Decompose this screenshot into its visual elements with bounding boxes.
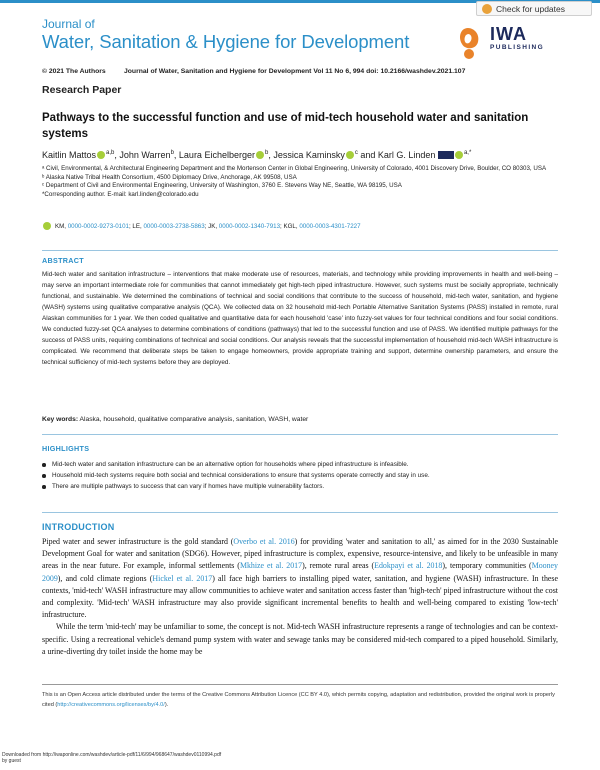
journal-name-small: Journal of	[42, 17, 95, 31]
article-type: Research Paper	[42, 84, 122, 96]
orcid-label: ; LE,	[128, 222, 144, 230]
article-meta-line	[42, 68, 466, 75]
affiliation: ᵃ Civil, Environmental, & Architectural Engineering Department and the Mortenson Center in Global Engineering, University of Colorado, 4001 Discovery Drive, Boulder, CO 80303, USA	[42, 165, 547, 172]
citation-link[interactable]: Overbo et al. 2016	[233, 537, 295, 546]
orcid-list	[42, 222, 572, 230]
author-name[interactable]: Kaitlin Mattos	[42, 150, 97, 160]
author-affil-marker: b	[264, 150, 269, 156]
download-line: by guest	[2, 758, 21, 764]
license-footnote	[42, 690, 558, 710]
author-affil-marker: c	[354, 150, 358, 156]
footnote-divider	[42, 684, 558, 685]
publisher-logo-subtext: PUBLISHING	[490, 44, 545, 51]
author-name[interactable]: , Laura Eichelberger	[173, 150, 255, 160]
highlight-item: Mid-tech water and sanitation infrastructure can be an alternative option for households where piped infrastructure is infeasible.	[42, 459, 558, 470]
author-affil-marker: a,*	[463, 150, 472, 156]
paragraph	[42, 536, 558, 621]
corresponding-author: *Corresponding author. E-mail: karl.linden@colorado.edu	[42, 190, 199, 198]
orcid-icon[interactable]	[97, 151, 105, 159]
highlight-item: There are multiple pathways to success that can vary if homes have multiple vulnerability factors.	[42, 481, 558, 492]
abstract-heading: ABSTRACT	[42, 256, 84, 265]
citation-line: Journal of Water, Sanitation and Hygiene for Development Vol 11 No 6, 994 doi: 10.2166/washdev.2021.107	[124, 68, 466, 75]
footnote-text: ).	[164, 702, 169, 708]
article-title: Pathways to the successful function and use of mid-tech household water and sanitation systems	[42, 112, 529, 140]
text-run: ), and cold climate regions (	[57, 573, 153, 583]
journal-name: Water, Sanitation & Hygiene for Development	[42, 31, 410, 52]
orcid-icon	[43, 222, 51, 230]
text-run: ), temporary communities (	[442, 561, 532, 571]
citation-link[interactable]: Mkhize et al. 2017	[239, 561, 303, 571]
author-name[interactable]: , Jessica Kaminsky	[268, 150, 345, 160]
publisher-logo-text: IWA	[490, 24, 527, 44]
paragraph: While the term 'mid-tech' may be unfamiliar to some, the concept is not. Mid-tech WASH infrastructure represents a range of technologies and can be context-specific. Using a recreational vehicle's demand pump system with water and sewage tanks may be considered mid-tech compared to a piped household. Similarly, a urine-diverting dry toilet inside the home may be	[42, 622, 558, 656]
highlights-list	[42, 459, 558, 492]
check-for-updates-button[interactable]	[476, 1, 592, 16]
author-affil-marker: b	[170, 150, 174, 156]
download-line: Downloaded from http://iwaponline.com/washdev/article-pdf/11/6/994/968647/washdev0110994.pdf	[2, 752, 222, 758]
keywords-text: Alaska, household, qualitative comparative analysis, sanitation, WASH, water	[78, 416, 309, 423]
orcid-icon[interactable]	[256, 151, 264, 159]
author-affil-marker: a,b	[106, 150, 115, 156]
keywords	[42, 416, 308, 423]
text-run: ), remote rural areas (	[302, 561, 375, 571]
text-run: Piped water and sewer infrastructure is the gold standard (	[42, 537, 234, 546]
license-link[interactable]: http://creativecommons.org/licenses/by/4.0/	[57, 702, 165, 708]
section-divider	[42, 434, 558, 435]
author-name[interactable]: and Karl G. Linden	[357, 150, 436, 160]
citation-link[interactable]: Edokpayi et al. 2018	[374, 561, 443, 571]
download-stamp	[2, 752, 221, 764]
orcid-link[interactable]: 0000-0002-1340-7913	[218, 222, 281, 230]
orcid-label: KM,	[55, 222, 68, 230]
orcid-link[interactable]: 0000-0003-2738-5863	[143, 222, 205, 230]
text-run: ) all face high barriers to installing piped water, sanitation, and hygiene (WASH) infrastructure. In these contexts, 'mid-tech' WASH infrastructure may allow communities to achieve water and sanitation access faster than 'high-tech' piped infrastructure without the cost and complexity. 'Mid-tech' WASH infrastructure may also provide significant incremental benefits to health and well-being compared to existing 'low-tech' infrastructure.	[42, 573, 558, 620]
keywords-label: Key words:	[42, 416, 79, 423]
section-divider	[42, 250, 558, 251]
highlights-heading: HIGHLIGHTS	[42, 444, 90, 453]
check-updates-label: Check for updates	[496, 3, 565, 14]
section-divider	[42, 512, 558, 513]
highlight-item: Household mid-tech systems require both social and technical considerations to ensure that systems operate correctly and stay in use.	[42, 470, 558, 481]
orcid-label: ; KGL,	[280, 222, 300, 230]
footnote-text: This is an Open Access article distributed under the terms of the Creative Commons Attribution Licence (CC BY 4.0), which permits copying, adaptation and redistribution, provided the original work is properly cited (	[42, 692, 555, 708]
affiliation: ᵇ Alaska Native Tribal Health Consortium, 4500 Diplomacy Drive, Anchorage, AK 99508, USA	[42, 173, 297, 181]
orcid-link[interactable]: 0000-0003-4301-7227	[299, 222, 361, 230]
orcid-link[interactable]: 0000-0002-9273-0101	[67, 222, 129, 230]
orcid-icon[interactable]	[455, 151, 463, 159]
abstract-text: Mid-tech water and sanitation infrastructure – interventions that make moderate use of resources, materials, and technology while providing improvements in health and well-being – may serve an important intermediate role for communities that cannot immediately get high-tech piped infrastructure. However, such systems must be socially appropriate, technically functional, and sustainable. We determined the combinations of technical and social conditions that contribute to the success of household, mid-tech water, sanitation, and hygiene (WASH) systems using qualitative comparative analysis (QCA). We collected data on 32 household mid-tech Portable Alternative Sanitation Systems (PASS) installed in remote, rural Alaskan communities for 1 year. We then coded qualitative and quantitative data for each household 'case' into fuzzy-set values for four technical conditions and four social conditions. We conducted fuzzy-set QCA analyses to determine combinations of conditions (pathways) that led to the successful function and use of PASS. We identified multiple pathways for the success of PASS units, requiring combinations of technical and social conditions. Our analysis reveals that the successful implementation of household mid-tech WASH infrastructure is complicated. We recommend that deliberate steps be taken to engage homeowners, provide appropriate training and support, determine ownership parameters, and ensure the technical sufficiency of mid-tech systems before they are deployed.	[42, 271, 558, 366]
orcid-label: ; JK,	[204, 222, 219, 230]
affiliations	[42, 165, 572, 199]
copyright-notice: © 2021 The Authors	[42, 68, 106, 75]
citation-link[interactable]: Mooney 2009	[42, 561, 558, 583]
affiliation: ᶜ Department of Civil and Environmental Engineering, University of Washington, 3760 E. Stevens Way NE, Seattle, WA 98195, USA	[42, 182, 402, 190]
author-list	[42, 150, 572, 160]
text-run: ) for providing 'water and sanitation to all,' as aimed for in the 2030 Sustainable Development Goal for water and sanitation (SDG6). However, piped infrastructure is complex, expensive, resource-intensive, and likely to be unfeasible in many areas in the near future. For example, informal settlements (	[42, 537, 558, 571]
introduction-body	[42, 536, 558, 658]
iwa-member-icon	[438, 151, 454, 159]
author-name[interactable]: , John Warren	[114, 150, 171, 160]
orcid-icon[interactable]	[346, 151, 354, 159]
introduction-heading: INTRODUCTION	[42, 522, 115, 532]
citation-link[interactable]: Hickel et al. 2017	[152, 573, 213, 583]
check-updates-icon	[482, 4, 492, 14]
